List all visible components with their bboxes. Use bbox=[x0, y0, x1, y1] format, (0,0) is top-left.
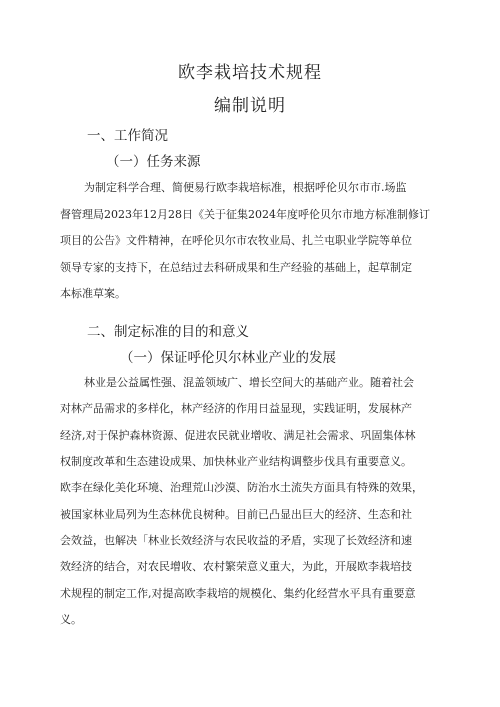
subsection-heading-2-1: （一）保证呼伦贝尔林业产业的发展 bbox=[120, 350, 336, 366]
document-title: 欧李栽培技术规程 bbox=[178, 63, 322, 83]
paragraph-line: 权制度改革和生态建设成果、加快林业产业结构调整步伐具有重要意义。 bbox=[60, 455, 412, 469]
document-subtitle: 编制说明 bbox=[214, 96, 286, 116]
paragraph-line: 项目的公告》文件精神，在呼伦贝尔市农牧业局、扎兰屯职业学院等单位 bbox=[60, 234, 412, 248]
paragraph-line: 义。 bbox=[60, 613, 82, 627]
section-heading-1: 一、工作简况 bbox=[87, 128, 168, 144]
section-heading-2: 二、制定标准的目的和意义 bbox=[87, 324, 249, 340]
paragraph-task-source bbox=[60, 175, 448, 308]
paragraph-line: 会效益，也解决「林业长效经济与农民收益的矛盾，实现了长效经济和速 bbox=[60, 534, 412, 548]
paragraph-line: 林业是公益属性强、混盖领域广、增长空间大的基础产业。随着社会 bbox=[84, 376, 414, 389]
paragraph-line: 本标准草案。 bbox=[60, 287, 126, 301]
paragraph-line: 效经济的结合，对农民增收、农村繁荣意义重大，为此，开展欧李栽培技 bbox=[60, 560, 412, 574]
paragraph-line: 被国家林业局列为生态林优良树种。目前已凸显出巨大的经济、生态和社 bbox=[60, 507, 412, 521]
paragraph-line: 督管理局2023年12月28日《关于征集2024年度呼伦贝尔市地方标准制修订 bbox=[60, 207, 430, 221]
paragraph-purpose bbox=[60, 370, 448, 633]
paragraph-line: 为制定科学合理、简便易行欧李栽培标准，根据呼伦贝尔市市.场监 bbox=[84, 181, 407, 194]
paragraph-line: 领导专家的支持下，在总结过去科研成果和生产经验的基础上，起草制定 bbox=[60, 260, 412, 274]
paragraph-line: 欧李在绿化美化环境、治理荒山沙漠、防治水土流失方面具有特殊的效果， bbox=[60, 481, 423, 495]
paragraph-line: 术规程的制定工作,对提高欧李栽培的规模化、集约化经营水平具有重要意 bbox=[60, 586, 416, 600]
subsection-heading-1-1: （一）任务来源 bbox=[106, 154, 201, 170]
paragraph-line: 经济,对于保护森林资源、促进农民就业增收、满足社会需求、巩固集体林 bbox=[60, 428, 416, 442]
paragraph-line: 对林产品需求的多样化，林产经济的作用日益显现，实践证明，发展林产 bbox=[60, 402, 412, 416]
